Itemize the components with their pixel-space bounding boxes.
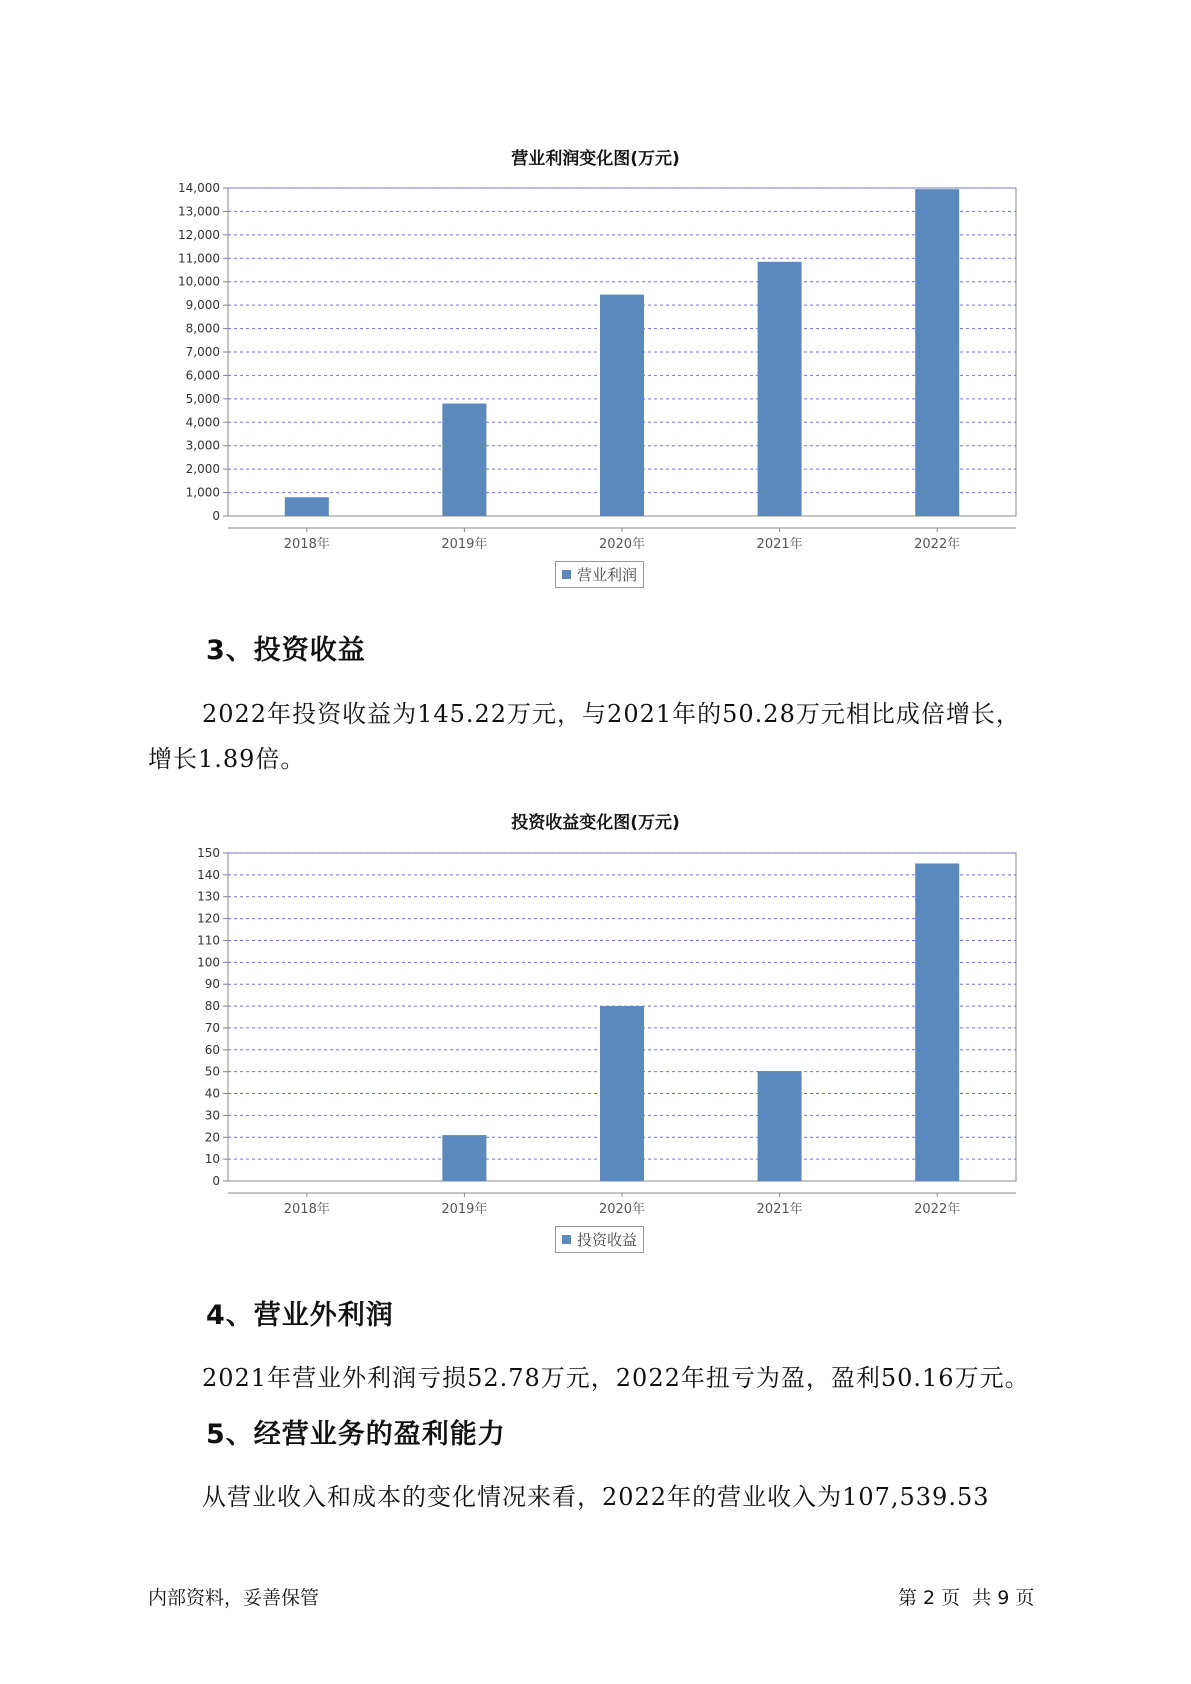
- x-tick-label: 2022年: [914, 1202, 961, 1217]
- y-tick-label: 110: [197, 933, 220, 948]
- y-tick-label: 140: [197, 867, 220, 882]
- legend-operating-profit: [555, 561, 644, 588]
- footer-confidential: 内部资料，妥善保管: [148, 1587, 320, 1609]
- bar-2020年: [600, 295, 644, 516]
- bar-2022年: [915, 863, 959, 1181]
- y-tick-label: 1,000: [185, 485, 220, 500]
- y-tick-label: 130: [197, 889, 220, 904]
- x-tick-label: 2021年: [756, 537, 803, 552]
- y-tick-label: 0: [212, 1174, 220, 1188]
- y-tick-label: 40: [204, 1086, 220, 1101]
- footer-page-number: 第 2 页 共 9 页: [898, 1587, 1035, 1609]
- y-tick-label: 4,000: [185, 415, 220, 430]
- bar-2020年: [600, 1006, 644, 1181]
- section-4-heading: 4、营业外利润: [206, 1300, 394, 1331]
- y-tick-label: 7,000: [185, 345, 220, 359]
- section-5-heading: 5、经营业务的盈利能力: [206, 1419, 506, 1450]
- x-tick-label: 2019年: [441, 537, 488, 552]
- bar-2018年: [285, 497, 329, 516]
- legend-label: 营业利润: [577, 566, 638, 584]
- legend-swatch-icon: [562, 570, 571, 579]
- chart-title-operating-profit: 营业利润变化图(万元): [511, 149, 680, 169]
- x-tick-label: 2021年: [756, 1202, 803, 1217]
- section-5-text-line1: 从营业收入和成本的变化情况来看，2022年的营业收入为107,539.53: [202, 1483, 990, 1511]
- y-tick-label: 9,000: [185, 298, 220, 313]
- investment-income-chart: [0, 845, 1191, 1245]
- legend-label: 投资收益: [577, 1231, 638, 1249]
- bar-2022年: [915, 189, 959, 516]
- x-tick-label: 2020年: [598, 537, 646, 552]
- y-tick-label: 10: [204, 1152, 220, 1167]
- legend-swatch-icon: [562, 1235, 571, 1244]
- y-tick-label: 3,000: [185, 438, 220, 453]
- section-3-text-line2: 增长1.89倍。: [148, 745, 306, 773]
- y-tick-label: 30: [204, 1108, 220, 1123]
- x-tick-label: 2019年: [441, 1202, 488, 1217]
- y-tick-label: 120: [197, 911, 220, 926]
- y-tick-label: 150: [197, 846, 220, 860]
- y-tick-label: 14,000: [178, 181, 220, 195]
- y-tick-label: 10,000: [178, 274, 220, 289]
- y-tick-label: 50: [204, 1064, 220, 1079]
- y-tick-label: 11,000: [178, 251, 220, 266]
- x-tick-label: 2018年: [283, 1202, 330, 1217]
- chart-title-investment-income: 投资收益变化图(万元): [511, 813, 680, 833]
- y-tick-label: 100: [197, 955, 220, 970]
- y-tick-label: 13,000: [178, 204, 220, 219]
- x-tick-label: 2020年: [598, 1202, 646, 1217]
- y-tick-label: 12,000: [178, 227, 220, 242]
- section-4-text-line1: 2021年营业外利润亏损52.78万元，2022年扭亏为盈，盈利50.16万元。: [202, 1364, 1030, 1392]
- legend-investment-income: [555, 1226, 644, 1253]
- section-3-text-line1: 2022年投资收益为145.22万元，与2021年的50.28万元相比成倍增长，: [202, 700, 1021, 728]
- bar-2021年: [758, 1071, 802, 1181]
- y-tick-label: 2,000: [185, 462, 220, 477]
- bar-2019年: [442, 404, 486, 516]
- bar-2021年: [758, 262, 802, 516]
- y-tick-label: 20: [204, 1130, 220, 1145]
- x-tick-label: 2018年: [283, 537, 330, 552]
- y-tick-label: 0: [212, 509, 220, 523]
- y-tick-label: 70: [204, 1020, 220, 1035]
- bar-2019年: [442, 1135, 486, 1181]
- y-tick-label: 90: [204, 977, 220, 992]
- y-tick-label: 8,000: [185, 321, 220, 336]
- y-tick-label: 60: [204, 1042, 220, 1057]
- y-tick-label: 5,000: [185, 391, 220, 406]
- operating-profit-chart: [0, 180, 1191, 580]
- section-3-heading: 3、投资收益: [206, 635, 366, 666]
- y-tick-label: 6,000: [185, 368, 220, 383]
- x-tick-label: 2022年: [914, 537, 961, 552]
- y-tick-label: 80: [204, 999, 220, 1014]
